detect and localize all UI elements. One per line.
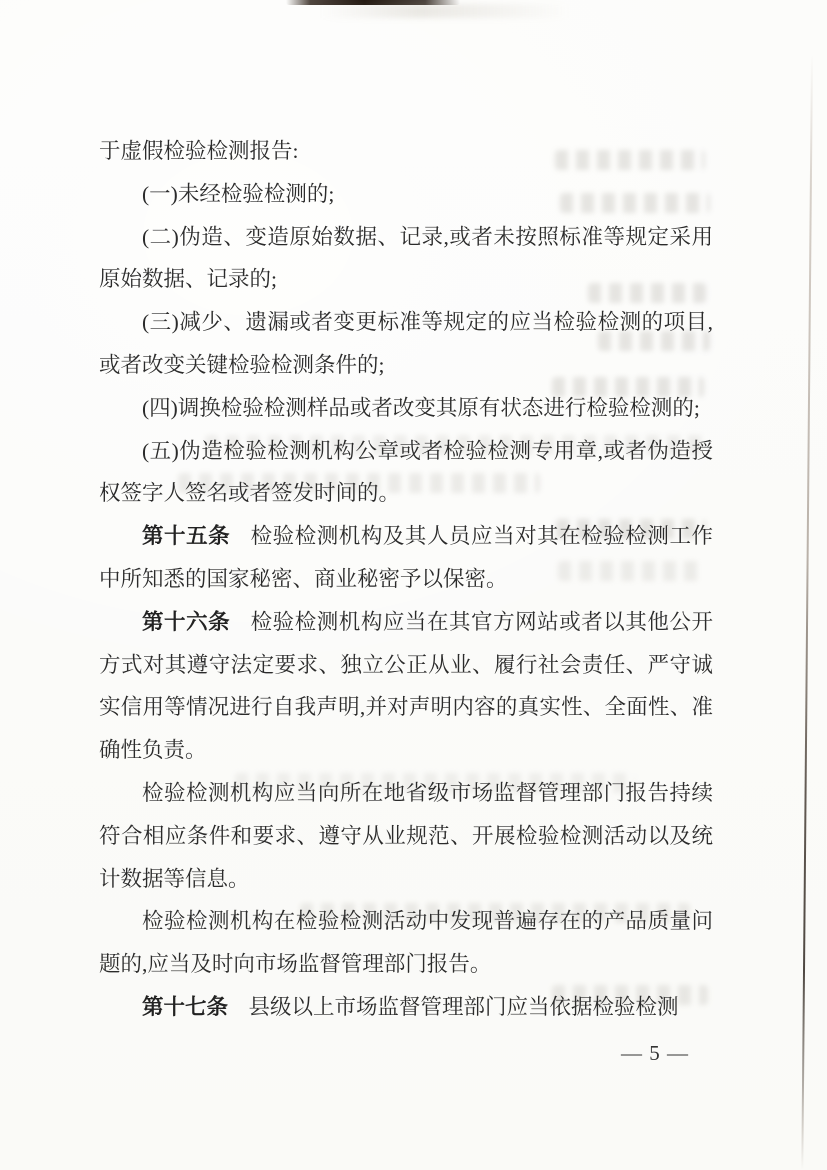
paragraph-text: 县级以上市场监督管理部门应当依据检验检测 [248,994,679,1019]
paragraph-text: (三)减少、遗漏或者变更标准等规定的应当检验检测的项目,或者改变关键检验检测条件的; [99,310,713,377]
paragraph [99,430,713,516]
paragraph-text: 检验检测机构应当在其官方网站或者以其他公开方式对其遵守法定要求、独立公正从业、履行社会责任、严守诚实信用等情况进行自我声明,并对声明内容的真实性、全面性、准确性负责。 [99,609,713,763]
article-number: 第十七条 [142,994,229,1019]
paragraph-text: 检验检测机构应当向所在地省级市场监督管理部门报告持续符合相应条件和要求、遵守从业规范、开展检验检测活动以及统计数据等信息。 [99,780,713,891]
paragraph [99,301,713,387]
paragraph-text: (二)伪造、变造原始数据、记录,或者未按照标准等规定采用原始数据、记录的; [99,224,713,292]
paragraph [99,173,713,216]
paragraph-text: (一)未经检验检测的; [142,181,335,206]
scan-edge-artifact-right [801,55,813,1170]
article-paragraph [99,515,713,601]
article-number: 第十六条 [142,609,231,634]
paragraph [99,900,713,986]
page-number: — 5 — [621,1041,689,1065]
document-body [99,130,713,1029]
paragraph-text: 检验检测机构及其人员应当对其在检验检测工作中所知悉的国家秘密、商业秘密予以保密。 [99,524,713,591]
paragraph [99,216,713,302]
article-number: 第十五条 [142,524,231,549]
article-paragraph [99,601,713,772]
paragraph-text: (四)调换检验检测样品或者改变其原有状态进行检验检测的; [142,395,700,420]
scan-edge-smudge [320,4,570,18]
article-paragraph [99,986,713,1029]
paragraph [99,772,713,900]
paragraph [99,130,713,173]
paragraph-text: 检验检测机构在检验检测活动中发现普遍存在的产品质量问题的,应当及时向市场监督管理部门报告。 [99,909,713,977]
paragraph-text: 于虚假检验检测报告: [99,139,299,163]
paragraph [99,387,713,430]
paragraph-text: (五)伪造检验检测机构公章或者检验检测专用章,或者伪造授权签字人签名或者签发时间的。 [99,438,713,506]
